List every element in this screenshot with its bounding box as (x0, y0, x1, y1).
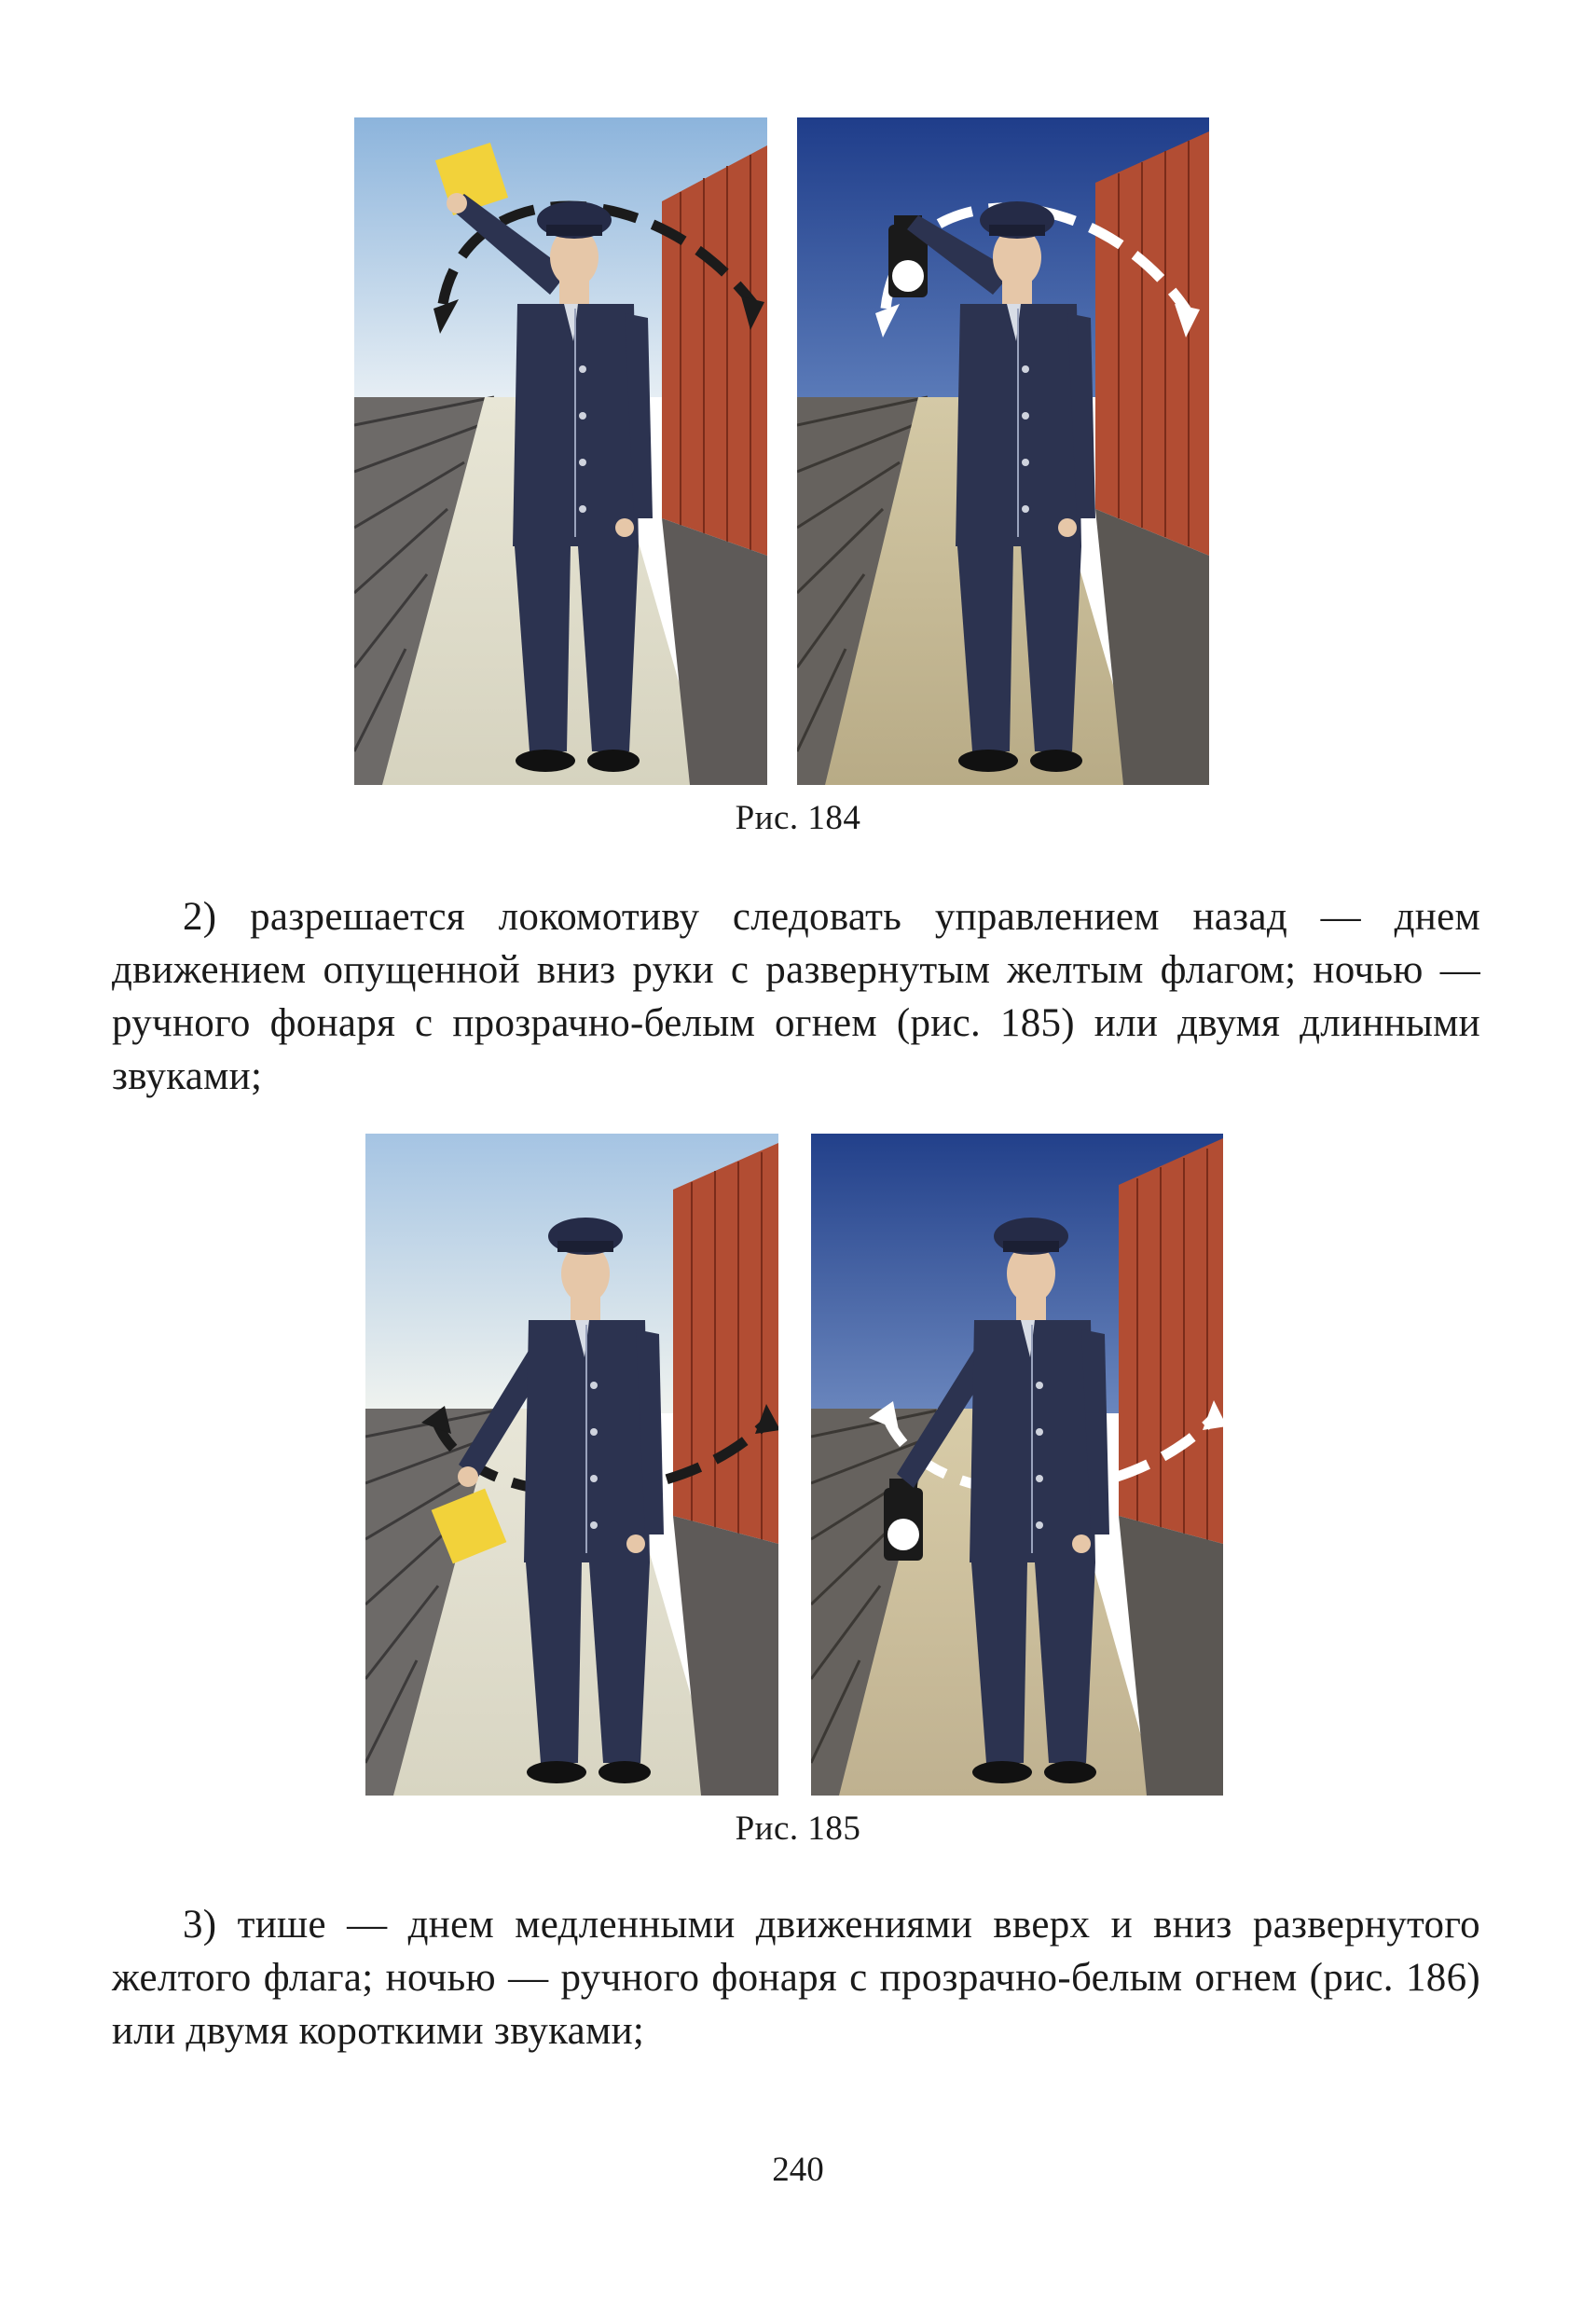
signalman-day-lowered-illustration (365, 1134, 778, 1796)
figure-185-day-panel (365, 1134, 778, 1796)
page-number: 240 (772, 2151, 824, 2189)
paragraph-3 (112, 1898, 1480, 2057)
hand-lantern-icon (884, 1479, 923, 1561)
figure-184-caption: Рис. 184 (735, 799, 861, 837)
signalman-night-lowered-illustration (811, 1134, 1223, 1796)
paragraph-3-text: 3) тише — днем медленными движениями вверх и вниз развернутого желтого флага; ночью — ручного фонаря с прозрачно-белым огнем (рис. 186) или двумя короткими звуками; (112, 1903, 1480, 2053)
paragraph-2 (112, 890, 1480, 1103)
figure-184-day-panel (354, 117, 767, 785)
signalman-day-raised-illustration (354, 117, 767, 785)
figure-184-night-panel (797, 117, 1209, 785)
signalman-night-raised-illustration (797, 117, 1209, 785)
paragraph-2-text: 2) разрешается локомотиву следовать управлением назад — днем движением опущенной вниз руки с развернутым желтым флагом; ночью — ручного фонаря с прозрачно-белым огнем (рис. 185) или двумя длинными звуками; (112, 895, 1480, 1098)
figure-185-night-panel (811, 1134, 1223, 1796)
figure-185-caption: Рис. 185 (735, 1810, 861, 1848)
